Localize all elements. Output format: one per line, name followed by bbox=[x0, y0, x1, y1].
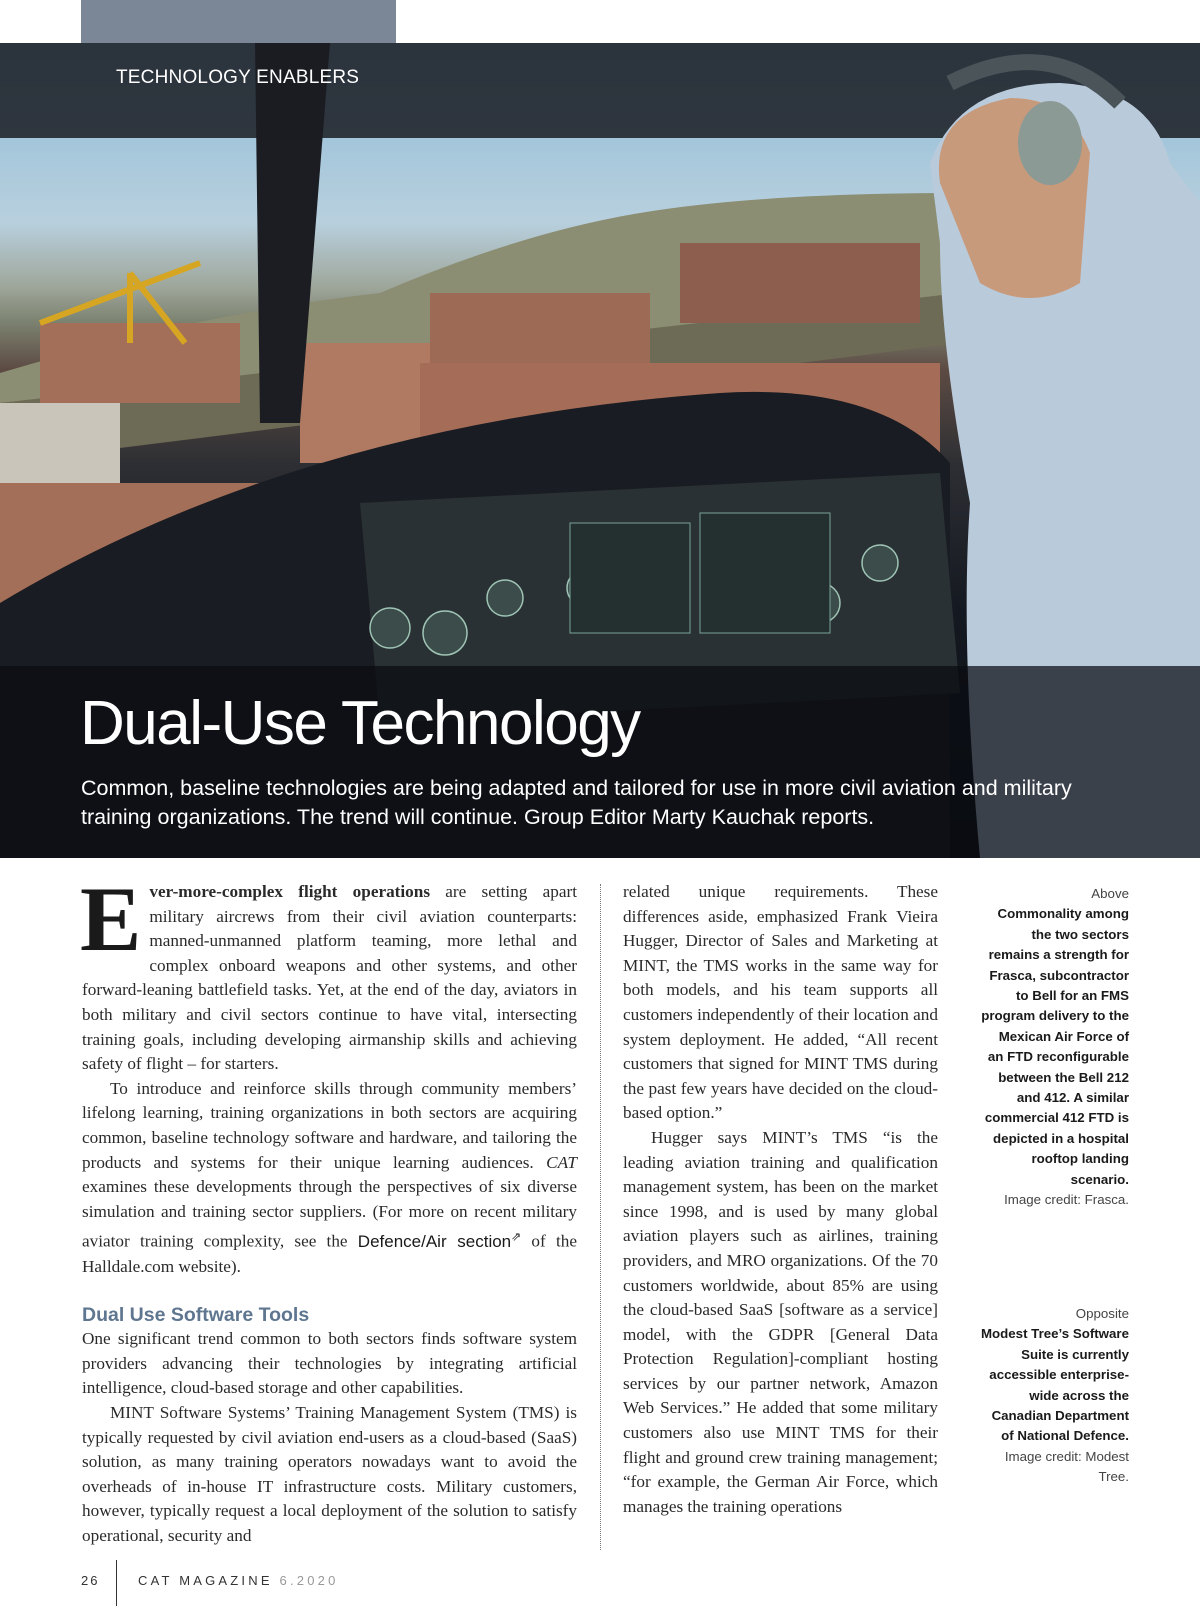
paragraph-1-body: are setting apart military aircrews from their civil aviation counterparts: manned-unmanned platform teaming, more lethal and complex onboard weapons and other systems, and other forward-leaning battlefield tasks. Yet, at the end of the day, aviators in both military and civil sectors continue to have vital, intersecting training goals, including developing airmanship skills and achieving safety of flight – for starters. bbox=[82, 882, 577, 1074]
paragraph-2-c: of the Halldale.com website). bbox=[82, 1231, 577, 1276]
column-divider bbox=[600, 884, 601, 1550]
section-label: TECHNOLOGY ENABLERS bbox=[116, 67, 360, 88]
caption-above-credit: Image credit: Frasca. bbox=[1004, 1192, 1129, 1208]
paragraph-2 bbox=[82, 1077, 577, 1279]
header-tab bbox=[81, 0, 396, 43]
paragraph-3: One significant trend common to both sectors finds software system providers advancing their technologies by integrating artificial intelligence, cloud-based storage and other capabilities. bbox=[82, 1329, 577, 1398]
defence-air-link-label[interactable]: Defence/Air section bbox=[357, 1231, 512, 1251]
paragraph-5: related unique requirements. These differences aside, emphasized Frank Vieira Hugger, Director of Sales and Marketing at MINT, the TMS works in the same way for both models, and his team supports all customers independently of their location and system deployment. He added, “All recent customers that signed for MINT TMS during the past few years have decided on the cloud-based option.” bbox=[623, 882, 938, 1123]
magazine-name: CAT MAGAZINE bbox=[138, 1573, 273, 1588]
article-dek bbox=[81, 774, 1141, 832]
article-column-1 bbox=[80, 868, 577, 1549]
caption-above bbox=[980, 884, 1129, 1211]
subhead: Dual Use Software Tools bbox=[82, 1304, 310, 1327]
caption-opposite-text: Modest Tree’s Software Suite is currently accessible enterprise-wide across the Canadian Department of National Defence. bbox=[980, 1326, 1129, 1444]
author-name: Marty Kauchak bbox=[651, 805, 796, 829]
magazine-footer bbox=[138, 1573, 339, 1588]
defence-air-link[interactable] bbox=[357, 1229, 522, 1251]
lead-in: ver-more-complex flight operations bbox=[149, 882, 431, 901]
caption-above-label: Above bbox=[1091, 886, 1129, 901]
paragraph-1 bbox=[80, 868, 577, 1077]
caption-above-text: Commonality among the two sectors remains a strength for Frasca, subcontractor to Bell for an FMS program delivery to the Mexican Air Force of an FTD reconfigurable between the Bell 212 and 412. A similar commercial 412 FTD is depicted in a hospital rooftop landing scenario. bbox=[981, 906, 1129, 1187]
caption-opposite-label: Opposite bbox=[1075, 1306, 1129, 1321]
drop-cap: E bbox=[80, 868, 142, 970]
issue-number: 6.2020 bbox=[279, 1573, 339, 1588]
dek-end: reports. bbox=[795, 805, 875, 829]
paragraph-4: MINT Software Systems’ Training Management System (TMS) is typically requested by civil aviation end-users as a cloud-based (SaaS) solution, as many training operators nowadays want to avoid the overheads of in-house IT infrastructure costs. Military customers, however, typically request a local deployment of the solution to satisfy operational, security and bbox=[82, 1402, 577, 1545]
dek-text: Common, baseline technologies are being adapted and tailored for use in more civil aviation and military training organizations. The trend will continue. Group Editor bbox=[81, 776, 1072, 829]
paragraph-2-a: To introduce and reinforce skills through community members’ lifelong learning, training organizations in both sectors are acquiring common, baseline technology software and hardware, and tailoring the products and systems for their unique learning audiences. bbox=[82, 1078, 577, 1172]
article-title: Dual-Use Technology bbox=[80, 689, 640, 758]
footer-rule bbox=[116, 1560, 117, 1606]
paragraph-2-b: examines these developments through the perspectives of six diverse simulation and training sector suppliers. (For more on recent military aviator training complexity, see the bbox=[82, 1177, 577, 1251]
article-column-2 bbox=[623, 880, 938, 1519]
hero-image bbox=[0, 43, 1200, 858]
magazine-name-italic: CAT bbox=[546, 1152, 577, 1172]
page-number: 26 bbox=[81, 1573, 100, 1588]
external-link-icon[interactable]: ⇗ bbox=[511, 1229, 522, 1244]
caption-opposite bbox=[980, 1304, 1129, 1488]
paragraph-6: Hugger says MINT’s TMS “is the leading aviation training and qualification management system, has been on the market since 1998, and is used by many global aviation players such as airlines, training providers, and MRO organizations. Of the 70 customers worldwide, about 85% are using the cloud-based SaaS [software as a service] model, with the GDPR [General Data Protection Regulation]-compliant hosting services by our partner network, Amazon Web Services.” He added that some military customers also use MINT TMS for their flight and ground crew training management; “for example, the German Air Force, which manages the training operations bbox=[623, 1127, 938, 1516]
caption-opposite-credit: Image credit: Modest Tree. bbox=[1004, 1448, 1129, 1485]
